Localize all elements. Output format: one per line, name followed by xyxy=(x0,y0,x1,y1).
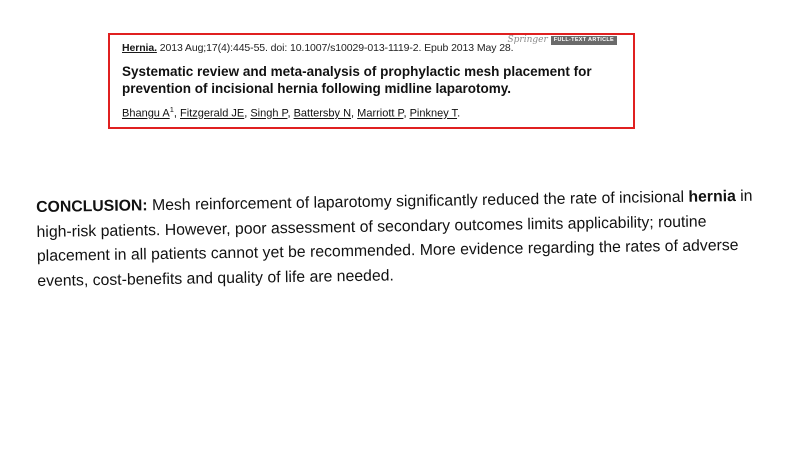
conclusion-text: Mesh reinforcement of laparotomy significantly reduced the rate of incisional xyxy=(147,188,689,215)
author-separator: , xyxy=(351,107,358,120)
conclusion-keyword: hernia xyxy=(688,188,736,206)
author-link[interactable]: Bhangu A xyxy=(122,107,170,120)
author-list xyxy=(122,105,460,120)
citation-line xyxy=(122,42,514,54)
conclusion-label: CONCLUSION: xyxy=(36,197,148,216)
citation-details: 2013 Aug;17(4):445-55. doi: 10.1007/s10029-013-1119-2. Epub 2013 May 28. xyxy=(156,42,514,54)
conclusion-text: in high-risk patients. However, poor assessment of secondary outcomes limits applicability; routine placement in all patients cannot yet be recommended. More evidence regarding the rates of adverse events, cost-benefits and quality of life are needed. xyxy=(36,187,753,290)
author-separator: , xyxy=(244,107,251,120)
journal-link[interactable]: Hernia. xyxy=(122,42,157,54)
author-separator: , xyxy=(173,107,181,120)
citation-box xyxy=(108,33,635,129)
full-text-badge[interactable] xyxy=(508,36,618,45)
author-affiliation[interactable]: 1 xyxy=(169,105,174,114)
publisher-logo: Springer xyxy=(507,35,548,45)
author-list-end: . xyxy=(457,107,461,120)
full-text-label: FULL-TEXT ARTICLE xyxy=(551,36,617,45)
author-separator: , xyxy=(287,107,294,120)
author-separator: , xyxy=(403,107,410,120)
author-link[interactable]: Singh P xyxy=(250,107,288,120)
author-link[interactable]: Marriott P xyxy=(357,107,404,120)
author-link[interactable]: Pinkney T xyxy=(409,107,458,120)
author-link[interactable]: Battersby N xyxy=(293,107,352,120)
conclusion-paragraph xyxy=(36,185,767,294)
article-title: Systematic review and meta-analysis of prophylactic mesh placement for prevention of incisional hernia following midline laparotomy. xyxy=(122,64,592,96)
author-link[interactable]: Fitzgerald JE xyxy=(180,107,245,120)
